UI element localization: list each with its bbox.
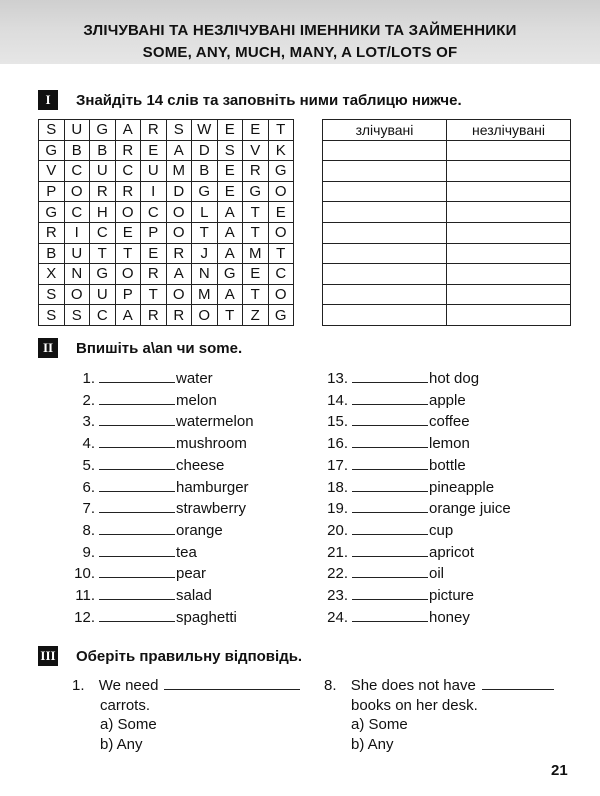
grid-row [39, 222, 294, 243]
grid-cell[interactable]: E [243, 264, 269, 285]
grid-cell[interactable]: R [166, 243, 192, 264]
section3-marker: III [38, 646, 58, 666]
grid-cell[interactable]: E [115, 222, 141, 243]
grid-cell[interactable]: S [217, 140, 243, 161]
grid-cell[interactable]: J [192, 243, 218, 264]
exercise-item [318, 587, 474, 604]
exercise-word: orange juice [429, 500, 511, 518]
exercise-item [318, 392, 466, 409]
exercise-word: strawberry [176, 500, 247, 518]
grid-cell[interactable]: S [64, 305, 90, 326]
question-text: She does not have [350, 677, 476, 694]
answer-blank[interactable] [352, 370, 428, 383]
exercise-word: cup [429, 521, 454, 539]
answer-cell[interactable] [447, 284, 571, 305]
grid-row [39, 284, 294, 305]
grid-cell[interactable]: T [90, 243, 116, 264]
grid-row [39, 202, 294, 223]
grid-cell[interactable]: R [243, 161, 269, 182]
exercise-word: pear [176, 565, 207, 583]
answer-blank[interactable] [482, 677, 554, 690]
grid-cell[interactable]: T [243, 222, 269, 243]
grid-cell[interactable]: C [141, 202, 167, 223]
exercise-item [66, 609, 237, 626]
exercise-item [66, 500, 246, 517]
answer-cell[interactable] [447, 305, 571, 326]
grid-cell[interactable]: O [268, 181, 294, 202]
grid-cell[interactable]: L [192, 202, 218, 223]
option-b[interactable]: b) Any [100, 735, 143, 753]
answer-blank[interactable] [352, 457, 428, 470]
grid-cell[interactable]: T [115, 243, 141, 264]
exercise-number: 2. [82, 391, 95, 409]
exercise-word: picture [429, 587, 475, 604]
exercise-item [66, 435, 247, 452]
grid-cell[interactable]: T [268, 120, 294, 141]
option-b[interactable]: b) Any [351, 735, 394, 753]
grid-cell[interactable]: O [166, 222, 192, 243]
exercise-number: 14. [327, 391, 348, 409]
answer-cell[interactable] [447, 243, 571, 264]
exercise-number: 21. [327, 543, 348, 561]
exercise-number: 1. [82, 370, 95, 387]
grid-cell[interactable]: T [268, 243, 294, 264]
grid-cell[interactable]: S [39, 284, 65, 305]
grid-cell[interactable]: P [141, 222, 167, 243]
grid-cell[interactable]: V [39, 161, 65, 182]
answer-blank[interactable] [164, 677, 300, 690]
grid-cell[interactable]: A [217, 222, 243, 243]
answer-blank[interactable] [99, 457, 175, 470]
answer-cell[interactable] [323, 140, 447, 161]
grid-cell[interactable]: T [243, 284, 269, 305]
grid-cell[interactable]: E [217, 120, 243, 141]
header-title-line2: SOME, ANY, MUCH, MANY, A LOT/LOTS OF [142, 44, 458, 61]
grid-cell[interactable]: X [39, 264, 65, 285]
grid-row [39, 120, 294, 141]
grid-row [39, 305, 294, 326]
section1-title: Знайдіть 14 слів та заповніть ними таблицю нижче. [76, 92, 462, 109]
question-1 [72, 676, 300, 754]
grid-cell[interactable]: G [243, 181, 269, 202]
grid-cell[interactable]: R [39, 222, 65, 243]
grid-cell[interactable]: H [90, 202, 116, 223]
grid-cell[interactable]: O [268, 284, 294, 305]
exercise-number: 5. [82, 456, 95, 474]
section3-title: Оберіть правильну відповідь. [76, 648, 303, 665]
section2-title: Впишіть a\an чи some. [76, 340, 243, 357]
exercise-number: 22. [327, 565, 348, 583]
option-a[interactable]: a) Some [100, 716, 157, 733]
exercise-word: melon [176, 391, 217, 409]
answer-cell[interactable] [323, 161, 447, 182]
exercise-word: spaghetti [176, 608, 237, 626]
exercise-number: 3. [82, 413, 95, 431]
answer-cell[interactable] [323, 305, 447, 326]
exercise-item [66, 392, 217, 409]
answer-blank[interactable] [99, 479, 175, 492]
grid-row [39, 243, 294, 264]
exercise-item [66, 544, 197, 561]
exercise-item [318, 565, 444, 582]
exercise-word: pineapple [429, 478, 495, 496]
grid-cell[interactable]: G [90, 264, 116, 285]
section2-marker: II [38, 338, 58, 358]
grid-cell[interactable]: T [243, 202, 269, 223]
exercise-word: water [176, 370, 213, 387]
exercise-item [318, 522, 453, 539]
exercise-word: apple [429, 391, 466, 409]
answer-blank[interactable] [352, 609, 428, 622]
grid-cell[interactable]: O [166, 202, 192, 223]
grid-cell[interactable]: A [115, 120, 141, 141]
exercise-item [66, 413, 254, 430]
grid-cell[interactable]: U [141, 161, 167, 182]
exercise-item [66, 479, 249, 496]
answer-blank[interactable] [352, 522, 428, 535]
grid-cell[interactable]: I [64, 222, 90, 243]
exercise-number: 4. [82, 435, 95, 453]
grid-cell[interactable]: D [166, 181, 192, 202]
grid-cell[interactable]: B [39, 243, 65, 264]
exercise-number: 11. [75, 587, 95, 604]
grid-cell[interactable]: R [90, 181, 116, 202]
grid-cell[interactable]: P [115, 284, 141, 305]
exercise-word: cheese [176, 456, 225, 474]
exercise-word: oil [429, 565, 445, 583]
grid-cell[interactable]: O [166, 284, 192, 305]
grid-cell[interactable]: R [115, 181, 141, 202]
grid-cell[interactable]: A [166, 264, 192, 285]
grid-cell[interactable]: C [90, 222, 116, 243]
answer-header-uncountable: незлічувані [447, 120, 571, 141]
option-a[interactable]: a) Some [351, 716, 408, 733]
exercise-word: hot dog [429, 370, 480, 387]
question-number: 8. [324, 677, 337, 694]
answer-cell[interactable] [323, 181, 447, 202]
grid-cell[interactable]: U [90, 161, 116, 182]
grid-cell[interactable]: K [268, 140, 294, 161]
answer-blank[interactable] [352, 479, 428, 492]
grid-cell[interactable]: G [39, 140, 65, 161]
exercise-number: 15. [327, 413, 348, 431]
exercise-item [318, 413, 470, 430]
grid-cell[interactable]: E [217, 161, 243, 182]
grid-row [39, 181, 294, 202]
grid-cell[interactable]: M [166, 161, 192, 182]
answer-blank[interactable] [99, 609, 175, 622]
grid-cell[interactable]: M [192, 284, 218, 305]
grid-cell[interactable]: A [217, 243, 243, 264]
grid-cell[interactable]: V [243, 140, 269, 161]
grid-cell[interactable]: C [64, 161, 90, 182]
section1-marker: I [38, 90, 58, 110]
grid-cell[interactable]: C [64, 202, 90, 223]
grid-cell[interactable]: E [141, 140, 167, 161]
exercise-number: 8. [82, 521, 95, 539]
grid-cell[interactable]: A [217, 202, 243, 223]
grid-cell[interactable]: O [115, 264, 141, 285]
grid-cell[interactable]: R [115, 140, 141, 161]
grid-cell[interactable]: O [64, 181, 90, 202]
answer-blank[interactable] [352, 565, 428, 578]
answer-cell[interactable] [323, 202, 447, 223]
exercise-item [318, 370, 479, 387]
grid-cell[interactable]: S [39, 120, 65, 141]
exercise-word: lemon [429, 435, 470, 453]
question-number: 1. [72, 677, 85, 694]
grid-cell[interactable]: G [90, 120, 116, 141]
answer-blank[interactable] [352, 392, 428, 405]
exercise-word: hamburger [176, 478, 249, 496]
grid-cell[interactable]: R [166, 305, 192, 326]
answer-cell[interactable] [447, 140, 571, 161]
question-8 [324, 676, 554, 754]
answer-blank[interactable] [99, 370, 175, 383]
grid-cell[interactable]: C [268, 264, 294, 285]
answer-blank[interactable] [99, 544, 175, 557]
exercise-item [66, 457, 224, 474]
exercise-item [318, 479, 494, 496]
exercise-item [66, 522, 223, 539]
header-banner [0, 0, 600, 64]
grid-cell[interactable]: T [192, 222, 218, 243]
exercise-number: 9. [82, 543, 95, 561]
grid-cell[interactable]: A [166, 140, 192, 161]
answer-cell[interactable] [323, 264, 447, 285]
answer-blank[interactable] [99, 392, 175, 405]
answer-blank[interactable] [99, 522, 175, 535]
answer-cell[interactable] [323, 284, 447, 305]
exercise-number: 7. [82, 500, 95, 518]
exercise-item [318, 435, 470, 452]
grid-cell[interactable]: G [39, 202, 65, 223]
grid-cell[interactable]: A [115, 305, 141, 326]
question-text-cont: books on her desk. [351, 696, 478, 714]
answer-cell[interactable] [447, 264, 571, 285]
exercise-number: 20. [327, 521, 348, 539]
exercise-number: 13. [327, 370, 348, 387]
grid-cell[interactable]: B [64, 140, 90, 161]
exercise-number: 17. [327, 456, 348, 474]
grid-cell[interactable]: U [64, 243, 90, 264]
answer-blank[interactable] [99, 500, 175, 513]
answer-blank[interactable] [99, 413, 175, 426]
grid-row [39, 161, 294, 182]
grid-cell[interactable]: C [90, 305, 116, 326]
grid-cell[interactable]: B [90, 140, 116, 161]
answer-blank[interactable] [352, 544, 428, 557]
exercise-word: salad [176, 587, 212, 604]
answer-cell[interactable] [447, 161, 571, 182]
answer-header-countable: злічувані [323, 120, 447, 141]
answer-cell[interactable] [447, 181, 571, 202]
grid-cell[interactable]: O [115, 202, 141, 223]
grid-cell[interactable]: S [39, 305, 65, 326]
grid-cell[interactable]: R [141, 305, 167, 326]
exercise-word: honey [429, 608, 470, 626]
grid-cell[interactable]: N [64, 264, 90, 285]
grid-row [39, 264, 294, 285]
answer-blank[interactable] [99, 435, 175, 448]
question-text-cont: carrots. [100, 696, 151, 714]
question-text: We need [98, 677, 159, 694]
exercise-item [66, 370, 213, 387]
exercise-item [66, 587, 212, 604]
exercise-item [318, 500, 511, 517]
exercise-number: 6. [82, 478, 95, 496]
answer-blank[interactable] [352, 413, 428, 426]
exercise-word: tea [176, 543, 197, 561]
grid-cell[interactable]: R [141, 120, 167, 141]
exercise-item [66, 565, 206, 582]
grid-cell[interactable]: G [217, 264, 243, 285]
answer-cell[interactable] [323, 243, 447, 264]
grid-cell[interactable]: E [141, 243, 167, 264]
grid-cell[interactable]: Z [243, 305, 269, 326]
answer-cell[interactable] [447, 222, 571, 243]
grid-cell[interactable]: P [39, 181, 65, 202]
grid-cell[interactable]: I [141, 181, 167, 202]
grid-cell[interactable]: U [64, 120, 90, 141]
exercise-word: orange [176, 521, 223, 539]
exercise-number: 16. [327, 435, 348, 453]
grid-row [39, 140, 294, 161]
exercise-number: 19. [327, 500, 348, 518]
grid-cell[interactable]: E [243, 120, 269, 141]
exercise-item [318, 609, 470, 626]
exercise-number: 24. [327, 608, 348, 626]
answer-cell[interactable] [323, 222, 447, 243]
header-title-line1: ЗЛІЧУВАНІ ТА НЕЗЛІЧУВАНІ ІМЕННИКИ ТА ЗАЙМЕННИКИ [83, 22, 517, 39]
exercise-word: coffee [429, 413, 470, 431]
answer-blank[interactable] [352, 435, 428, 448]
grid-cell[interactable]: O [268, 222, 294, 243]
grid-cell[interactable]: G [268, 161, 294, 182]
exercise-number: 18. [327, 478, 348, 496]
page-number: 21 [551, 762, 568, 779]
exercise-word: apricot [429, 543, 475, 561]
grid-cell[interactable]: G [268, 305, 294, 326]
grid-cell[interactable]: N [192, 264, 218, 285]
grid-cell[interactable]: T [141, 284, 167, 305]
grid-cell[interactable]: O [64, 284, 90, 305]
exercise-item [318, 544, 474, 561]
grid-cell[interactable]: M [243, 243, 269, 264]
grid-cell[interactable]: G [192, 181, 218, 202]
grid-cell[interactable]: T [217, 305, 243, 326]
exercise-word: bottle [429, 456, 466, 474]
grid-cell[interactable]: R [141, 264, 167, 285]
exercise-number: 12. [74, 608, 95, 626]
grid-cell[interactable]: U [90, 284, 116, 305]
grid-cell[interactable]: O [192, 305, 218, 326]
grid-cell[interactable]: E [217, 181, 243, 202]
answer-cell[interactable] [447, 202, 571, 223]
grid-cell[interactable]: B [192, 161, 218, 182]
grid-cell[interactable]: D [192, 140, 218, 161]
grid-cell[interactable]: S [166, 120, 192, 141]
answer-blank[interactable] [352, 500, 428, 513]
word-search-grid [38, 119, 294, 326]
answer-blank[interactable] [99, 587, 175, 600]
exercise-word: mushroom [176, 435, 247, 453]
answer-blank[interactable] [352, 587, 428, 600]
grid-cell[interactable]: E [268, 202, 294, 223]
grid-cell[interactable]: W [192, 120, 218, 141]
answer-blank[interactable] [99, 565, 175, 578]
exercise-item [318, 457, 466, 474]
grid-cell[interactable]: A [217, 284, 243, 305]
exercise-word: watermelon [176, 413, 254, 431]
exercise-number: 23. [327, 587, 348, 604]
exercise-number: 10. [74, 565, 95, 583]
grid-cell[interactable]: C [115, 161, 141, 182]
answer-table [322, 119, 571, 326]
